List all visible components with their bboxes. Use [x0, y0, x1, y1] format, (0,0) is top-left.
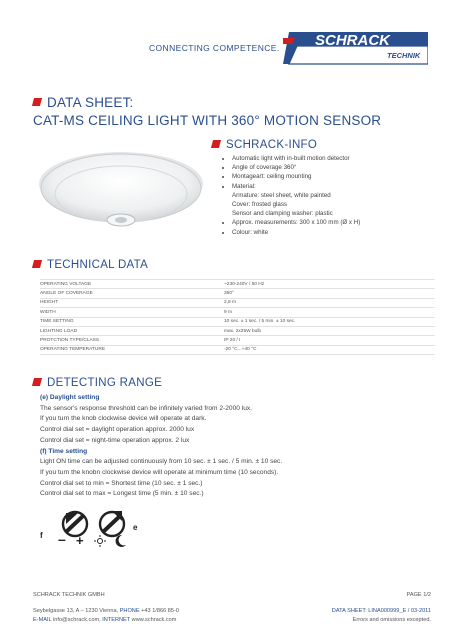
table-row: HEIGHT 2,8 m: [40, 298, 435, 307]
schrack-logo: [283, 24, 428, 68]
table-row: PROTCTION TYPE/CLASS IP 20 / I: [40, 336, 435, 345]
detecting-range-text: [40, 393, 435, 500]
red-bullet-icon: [32, 260, 42, 268]
list-item: • Approx. measurements: 300 x 100 mm (Ø x H): [232, 218, 435, 227]
table-row: ANGLE OF COVERAGE 360°: [40, 289, 435, 298]
detecting-range-heading: DETECTING RANGE: [33, 377, 162, 389]
table-row: TIME SETTING 10 sec. ± 1 sec. / 5 min. ± 10 sec.: [40, 317, 435, 326]
title-line-1: DATA SHEET:: [47, 95, 134, 110]
paragraph-line: The sensor's response threshold can be infinitely varied from 2-2000 lux.: [40, 404, 253, 412]
daylight-setting-heading: (e) Daylight setting: [40, 394, 100, 401]
dial-f-label: f: [40, 531, 43, 540]
company-name: SCHRACK TECHNIK GMBH: [33, 592, 105, 598]
product-photo: [33, 136, 208, 251]
errors-note: Errors and omissions excepted.: [352, 616, 431, 623]
paragraph-line: If you turn the knobn clockwise device will operate at minimum time (10 seconds).: [40, 468, 279, 476]
footer-left: [33, 591, 179, 624]
red-bullet-icon: [32, 98, 42, 106]
table-row: OPERATING TEMPERATURE -20 °C...+40 °C: [40, 345, 435, 354]
table-row: WIDTH 9 m: [40, 308, 435, 317]
address-line: Seybelgasse 13, A – 1230 Vienna, PHONE +43 1/866 85-0: [33, 608, 179, 615]
technical-data-heading: TECHNICAL DATA: [33, 259, 148, 271]
schrack-info-list: [220, 154, 435, 237]
plus-sign: +: [76, 533, 84, 548]
paragraph-line: Control dial set = night-time operation approx. 2 lux: [40, 436, 190, 444]
paragraph-line: Control dial set to max = Longest time (5 min. ± 10 sec.): [40, 490, 204, 498]
control-dials-diagram: [38, 504, 158, 550]
paragraph-line: Control dial set to min = Shortest time (10 sec. ± 1 sec.): [40, 479, 203, 487]
sun-icon: [94, 535, 106, 547]
table-row: LIGHTING LOAD max. 2x25W bulb: [40, 326, 435, 335]
list-item: Cover: frosted glass: [232, 201, 288, 209]
list-item: • Material:: [232, 182, 435, 191]
red-bullet-icon: [32, 378, 42, 386]
dial-e-label: e: [133, 523, 138, 532]
footer-right: [332, 591, 431, 624]
email-link[interactable]: info@schrack.com,: [53, 616, 101, 623]
page-number: PAGE 1/2: [406, 592, 431, 598]
technical-data-table: [40, 279, 435, 355]
logo-text-schrack: SCHRACK: [315, 32, 390, 49]
time-setting-heading: (f) Time setting: [40, 447, 88, 455]
title-line-2: CAT-MS CEILING LIGHT WITH 360° MOTION SENSOR: [33, 113, 382, 128]
list-item: Armature: steel sheet, white painted: [232, 191, 331, 199]
list-item: • Automatic light with in-built motion detector: [232, 154, 435, 163]
datasheet-id: DATA SHEET: LINA000999_E / 03-2011: [331, 608, 431, 615]
paragraph-line: If you turn the knob clockwise device will operate at dark.: [40, 415, 207, 423]
list-item: Sensor and clamping washer: plastic: [232, 210, 333, 218]
list-item: • Angle of coverage 360°: [232, 163, 435, 172]
logo-text-technik: TECHNIK: [387, 51, 421, 60]
paragraph-line: Light ON time can be adjusted continuously from 10 sec. ± 1 sec. / 5 min. ± 10 sec.: [40, 458, 283, 466]
list-item: • Montageart: ceiling mounting: [232, 172, 435, 181]
table-row: OPERATING VOLTAGE ~230-240V / 50 Hz: [40, 280, 435, 289]
contact-line: E-MAIL info@schrack.com, INTERNET www.schrack.com: [33, 616, 177, 623]
minus-sign: –: [58, 531, 66, 547]
paragraph-line: Control dial set = daylight operation approx. 2000 lux: [40, 426, 195, 434]
lux-dial-icon: [100, 511, 124, 536]
moon-icon: [116, 535, 126, 547]
red-bullet-icon: [211, 140, 221, 148]
website-link[interactable]: www.schrack.com: [131, 616, 177, 623]
tagline: CONNECTING COMPETENCE.: [149, 43, 280, 53]
page-title: [33, 94, 381, 130]
schrack-info-heading: SCHRACK-INFO: [212, 139, 317, 151]
list-item: • Colour: white: [232, 228, 435, 237]
